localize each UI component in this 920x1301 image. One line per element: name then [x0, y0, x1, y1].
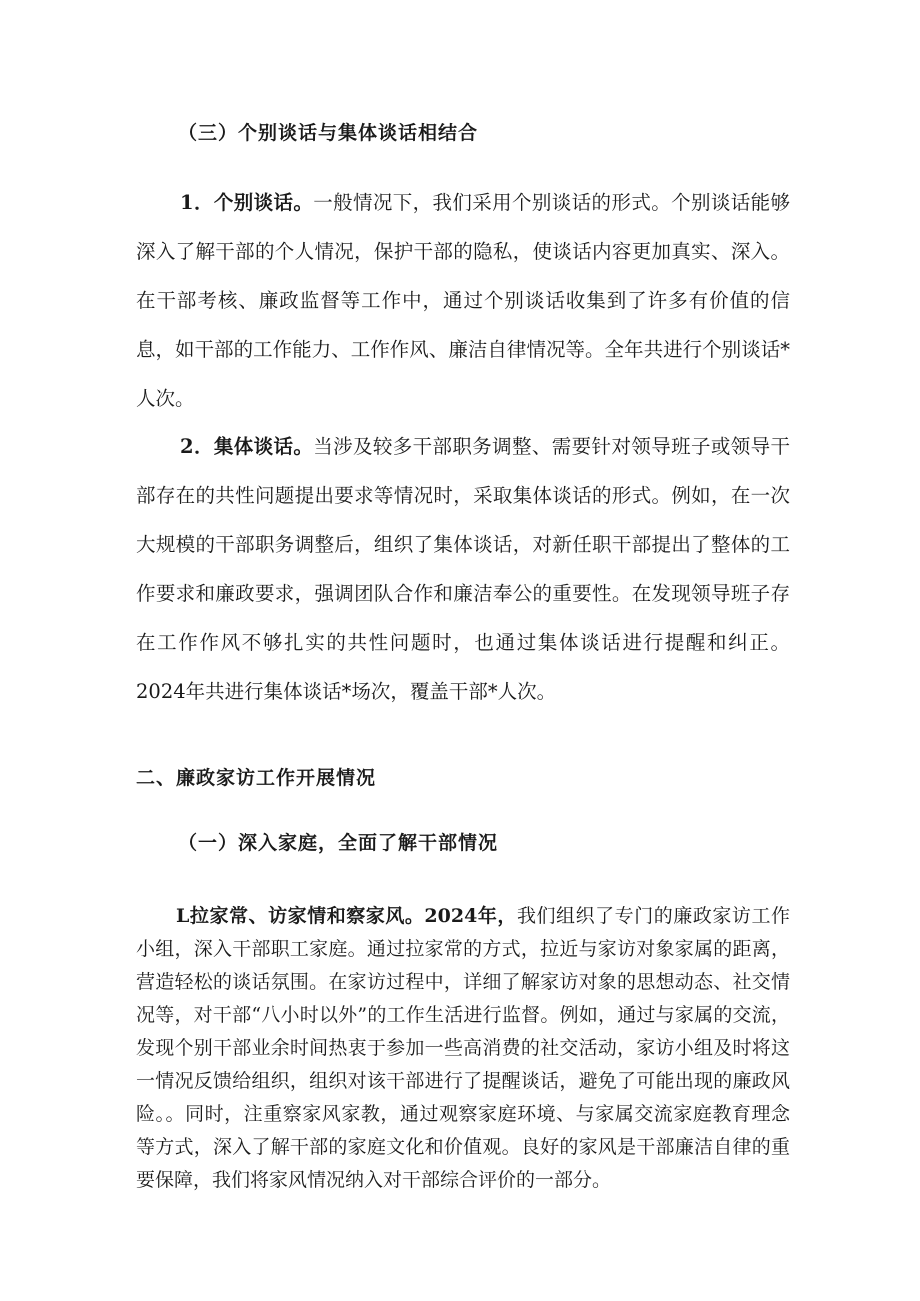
- paragraph-lead: 2．集体谈话。: [180, 435, 314, 458]
- paragraph-home-visit: [136, 900, 790, 1197]
- subsection-heading-1: （一）深入家庭，全面了解干部情况: [178, 832, 499, 854]
- paragraph-lead: L拉家常、访家情和察家风。2024年，: [176, 905, 517, 927]
- paragraph-body: 一般情况下，我们采用个别谈话的形式。个别谈话能够深入了解干部的个人情况，保护干部的隐私，使谈话内容更加真实、深入。在干部考核、廉政监督等工作中，通过个别谈话收集到了许多有价值的信息，如干部的工作能力、工作作风、廉洁自律情况等。全年共进行个别谈话*人次。: [136, 191, 790, 410]
- paragraph-body: 当涉及较多干部职务调整、需要针对领导班子或领导干部存在的共性问题提出要求等情况时，采取集体谈话的形式。例如，在一次大规模的干部职务调整后，组织了集体谈话，对新任职干部提出了整体的工作要求和廉政要求，强调团队合作和廉洁奉公的重要性。在发现领导班子存在工作作风不够扎实的共性问题时，也通过集体谈话进行提醒和纠正。2024年共进行集体谈话*场次，覆盖干部*人次。: [136, 435, 790, 703]
- paragraph-individual-talk: [136, 178, 790, 423]
- paragraph-group-talk: [136, 422, 790, 716]
- section-heading-2: 二、廉政家访工作开展情况: [136, 767, 377, 789]
- section-heading-3: （三）个别谈话与集体谈话相结合: [178, 122, 479, 144]
- paragraph-body: 我们组织了专门的廉政家访工作小组，深入干部职工家庭。通过拉家常的方式，拉近与家访对象家属的距离，营造轻松的谈话氛围。在家访过程中，详细了解家访对象的思想动态、社交情况等，对干部“八小时以外”的工作生活进行监督。例如，通过与家属的交流，发现个别干部业余时间热衷于参加一些高消费的社交活动，家访小组及时将这一情况反馈给组织，组织对该干部进行了提醒谈话，避免了可能出现的廉政风险。。同时，注重察家风家教，通过观察家庭环境、与家属交流家庭教育理念等方式，深入了解干部的家庭文化和价值观。良好的家风是干部廉洁自律的重要保障，我们将家风情况纳入对干部综合评价的一部分。: [136, 905, 790, 1191]
- paragraph-lead: 1．个别谈话。: [180, 191, 314, 214]
